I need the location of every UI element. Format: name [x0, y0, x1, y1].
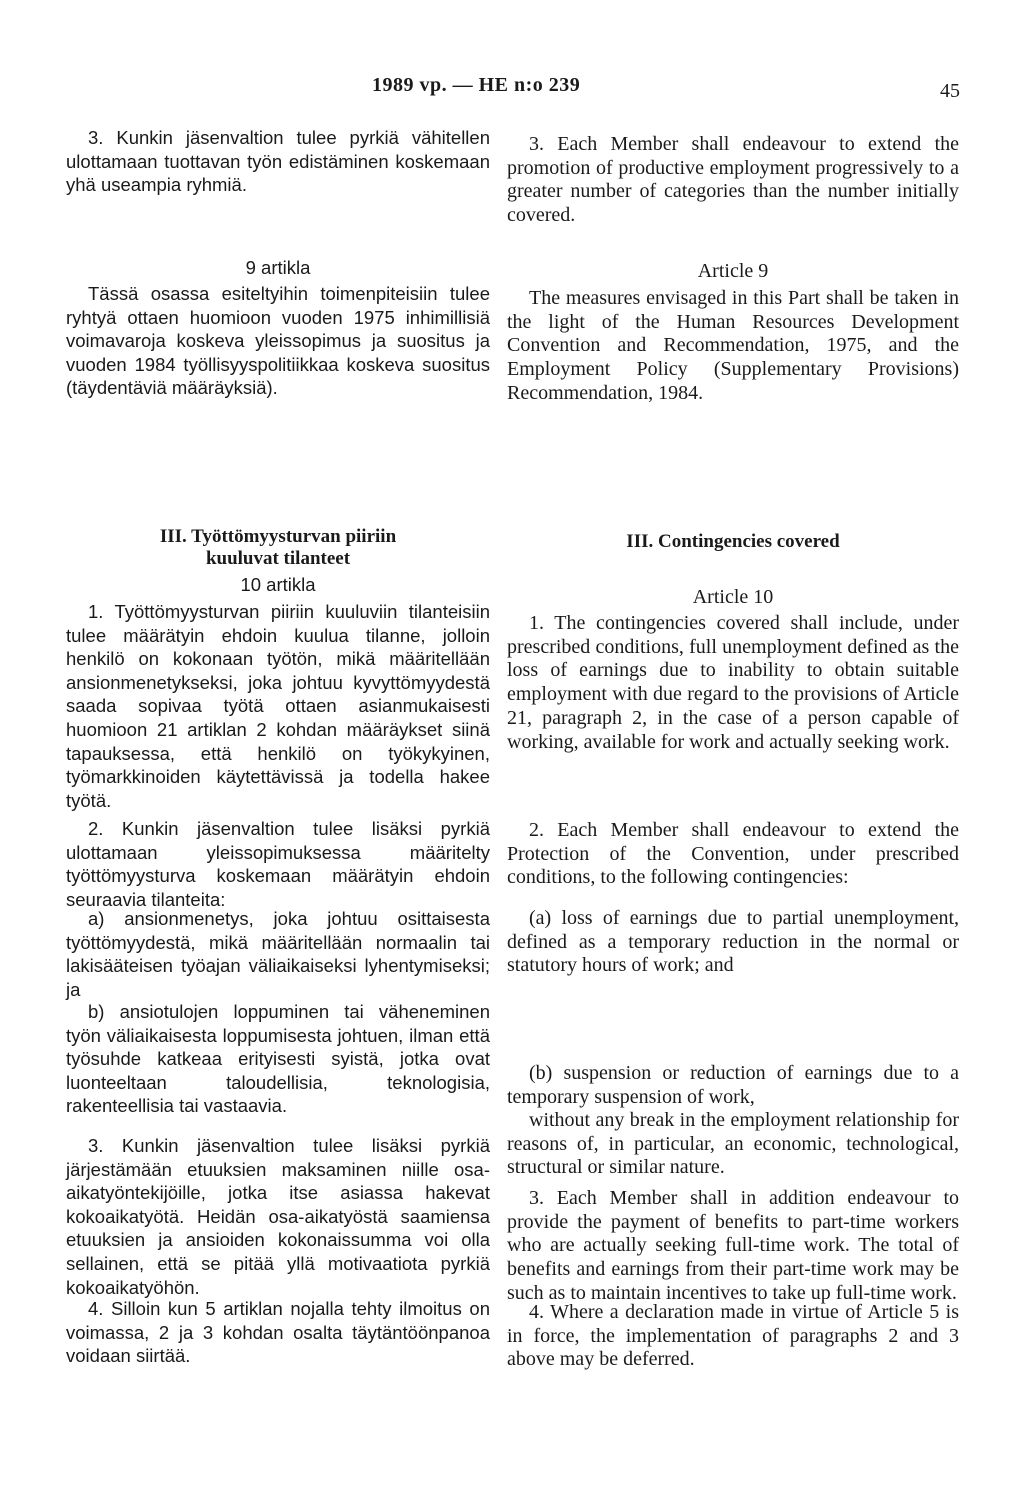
fi-section3-heading: III. Työttömyysturvan piiriin kuuluvat tilanteet	[159, 526, 397, 569]
en-section3-heading: III. Contingencies covered	[626, 531, 840, 552]
en-article9-text: The measures envisaged in this Part shall be taken in the light of the Human Resources Development Convention and Recommendation, 1975, and the Employment Policy (Supplementary Provisions) Recommendation, 1984.	[507, 287, 959, 404]
header-title: 1989 vp. — HE n:o 239	[372, 74, 581, 96]
fi-article10-para4: 4. Silloin kun 5 artiklan nojalla tehty ilmoitus on voimassa, 2 ja 3 kohdan osalta täytäntöönpanoa voidaan siirtää.	[66, 1298, 490, 1367]
fi-art8-para3: 3. Kunkin jäsenvaltion tulee pyrkiä vähitellen ulottamaan tuottavan työn edistäminen koskemaan yhä useampia ryhmiä.	[66, 127, 490, 196]
fi-article9-heading: 9 artikla	[245, 257, 311, 278]
en-article10-para3: 3. Each Member shall in addition endeavour to provide the payment of benefits to part-time workers who are actually seeking full-time work. The total of benefits and earnings from their part-time work may be such as to maintain incentives to take up full-time work.	[507, 1187, 959, 1304]
en-article10-para1: 1. The contingencies covered shall include, under prescribed conditions, full unemployment defined as the loss of earnings due to inability to obtain suitable employment with due regard to the provisions of Article 21, paragraph 2, in the case of a person capable of working, available for work and actually seeking work.	[507, 612, 959, 753]
en-article10-para2b-part1: (b) suspension or reduction of earnings due to a temporary suspension of work,	[507, 1062, 959, 1108]
page-number: 45	[940, 80, 960, 102]
en-article10-para2b-part2: without any break in the employment relationship for reasons of, in particular, an economic, technological, structural or similar nature.	[507, 1109, 959, 1179]
en-art8-para3: 3. Each Member shall endeavour to extend the promotion of productive employment progressively to a greater number of categories than the number initially covered.	[507, 133, 959, 227]
fi-article10-para3: 3. Kunkin jäsenvaltion tulee lisäksi pyrkiä järjestämään etuuksien maksaminen niille osa-aikatyöntekijöille, jotka itse asiassa hakevat kokoaikatyötä. Heidän osa-aikatyöstä saamiensa etuuksien ja ansioiden kokonaissumma voi olla sellainen, että se pitää yllä motivaatiota pyrkiä kokoaikatyöhön.	[66, 1135, 490, 1298]
en-article10-para2: 2. Each Member shall endeavour to extend the Protection of the Convention, under prescribed conditions, to the following contingencies:	[507, 819, 959, 889]
fi-article10-para1: 1. Työttömyysturvan piiriin kuuluviin tilanteisiin tulee määrätyin ehdoin kuulua tilanne, jolloin henkilö on kokonaan työtön, mikä määritellään ansionmenetykseksi, joka johtuu kyvyttömyydestä saada sopivaa työtä ottaen asianmukaisesti huomioon 21 artiklan 2 kohdan määräykset siinä tapauksessa, että henkilö on työkykyinen, työmarkkinoiden käytettävissä ja todella hakee työtä.	[66, 601, 490, 811]
en-article10-heading: Article 10	[692, 586, 774, 608]
fi-article10-para2b: b) ansiotulojen loppuminen tai väheneminen työn väliaikaisesta loppumisesta johtuen, ilman että työsuhde katkeaa erityisesti syistä, jotka ovat luonteeltaan taloudellisia, teknologisia, rakenteellisia tai vastaavia.	[66, 1001, 490, 1117]
fi-article10-heading: 10 artikla	[240, 574, 316, 595]
running-header	[0, 74, 1024, 104]
fi-article10-para2a: a) ansionmenetys, joka johtuu osittaisesta työttömyydestä, mikä määritellään normaalin tai lakisääteisen työajan väliaikaiseksi lyhentymiseksi; ja	[66, 908, 490, 1000]
en-article9-heading: Article 9	[697, 260, 769, 282]
en-article10-para2a: (a) loss of earnings due to partial unemployment, defined as a temporary reduction in the normal or statutory hours of work; and	[507, 907, 959, 977]
fi-article10-para2: 2. Kunkin jäsenvaltion tulee lisäksi pyrkiä ulottamaan yleissopimuksessa määritelty työttömyysturva koskemaan määrätyin ehdoin seuraavia tilanteita:	[66, 818, 490, 910]
en-article10-para4: 4. Where a declaration made in virtue of Article 5 is in force, the implementation of paragraphs 2 and 3 above may be deferred.	[507, 1301, 959, 1371]
fi-article9-text: Tässä osassa esiteltyihin toimenpiteisiin tulee ryhtyä ottaen huomioon vuoden 1975 inhimillisiä voimavaroja koskeva yleissopimus ja suositus ja vuoden 1984 työllisyyspolitiikkaa koskeva suositus (täydentäviä määräyksiä).	[66, 283, 490, 399]
